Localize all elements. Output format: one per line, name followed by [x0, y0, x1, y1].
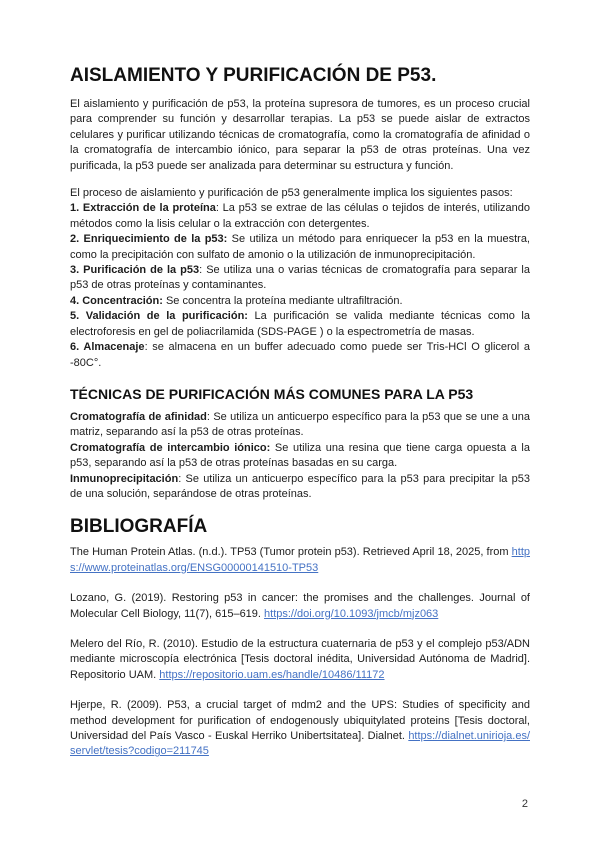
- bibliography-link[interactable]: https://dialnet.unirioja.es/servlet/tesis?codigo=211745: [70, 730, 530, 758]
- step-label: 5. Validación de la purificación:: [70, 310, 248, 323]
- technique-text: Se utiliza una resina que tiene carga opuesta a la p53, separando así la p53 de otras proteínas basadas en su carga.: [70, 441, 530, 470]
- section-heading-bibliography: BIBLIOGRAFÍA: [70, 516, 208, 538]
- process-step: [70, 340, 530, 371]
- page-number: 2: [521, 798, 528, 810]
- bibliography-entry: [70, 637, 530, 683]
- step-text: Se utiliza un método para enriquecer la p53 en la muestra, como la precipitación con sulfato de amonio o la utilización de inmunoprecipitación.: [70, 233, 530, 261]
- bibliography-link[interactable]: https://www.proteinatlas.org/ENSG00000141510-TP53: [70, 546, 530, 574]
- bibliography-text: The Human Protein Atlas. (n.d.). TP53 (Tumor protein p53). Retrieved April 18, 2025, from: [70, 546, 512, 559]
- technique-item: [70, 441, 530, 472]
- bibliography-link[interactable]: https://repositorio.uam.es/handle/10486/11172: [159, 668, 385, 681]
- bibliography-entry: [70, 545, 530, 576]
- step-text: Se concentra la proteína mediante ultrafiltración.: [162, 294, 403, 307]
- step-label: 6. Almacenaje: [70, 341, 145, 354]
- process-intro: El proceso de aislamiento y purificación de p53 generalmente implica los siguientes pasos:: [70, 187, 513, 200]
- technique-item: [70, 410, 530, 441]
- intro-paragraph: El aislamiento y purificación de p53, la proteína supresora de tumores, es un proceso crucial para comprender su función y desarrollar terapias. La p53 se puede aislar de extractos celulares y purificar utilizando técnicas de cromatografía, como la cromatografía de afinidad o la cromatografía de intercambio iónico, para separar la p53 de otras proteínas. Una vez purificada, la p53 puede ser analizada para determinar su estructura y función.: [70, 98, 530, 172]
- process-step: [70, 232, 530, 263]
- bibliography-section: [70, 545, 530, 759]
- step-text: : Se utiliza una o varias técnicas de cromatografía para separar la p53 de otras proteínas y contaminantes.: [70, 264, 530, 292]
- section-heading-techniques: TÉCNICAS DE PURIFICACIÓN MÁS COMUNES PARA LA P53: [70, 385, 474, 402]
- technique-label: Cromatografía de intercambio iónico:: [70, 441, 271, 454]
- bibliography-entry: [70, 698, 530, 760]
- techniques-section: [70, 410, 530, 502]
- bibliography-link[interactable]: https://doi.org/10.1093/jmcb/mjz063: [264, 607, 439, 620]
- technique-item: [70, 472, 530, 503]
- technique-text: : Se utiliza un anticuerpo específico para la p53 para precipitar la p53 de una solución, separándose de otras proteínas.: [70, 472, 530, 500]
- bibliography-entry: [70, 591, 530, 622]
- process-step: [70, 309, 530, 340]
- technique-label: Inmunoprecipitación: [70, 472, 179, 485]
- technique-text: : Se utiliza un anticuerpo específico para la p53 que se une a una matriz, separando así la p53 de otras proteínas.: [70, 410, 530, 439]
- process-step: [70, 263, 530, 294]
- step-label: 1. Extracción de la proteína: [70, 202, 216, 215]
- step-text: : se almacena en un buffer adecuado como puede ser Tris-HCl O glicerol a -80C°.: [70, 341, 531, 369]
- step-label: 4. Concentración:: [70, 294, 163, 307]
- page-title: AISLAMIENTO Y PURIFICACIÓN DE P53.: [70, 65, 437, 86]
- step-label: 2. Enriquecimiento de la p53:: [70, 233, 228, 246]
- bibliography-text: Melero del Río, R. (2010). Estudio de la estructura cuaternaria de p53 y el complejo p53/ADN mediante microscopía electrónica [Tesis doctoral inédita, Universidad Autónoma de Madrid]. Repositorio UAM.: [70, 637, 530, 681]
- step-label: 3. Purificación de la p53: [70, 264, 200, 277]
- process-step: [70, 201, 530, 232]
- bibliography-text: Hjerpe, R. (2009). P53, a crucial target of mdm2 and the UPS: Studies of specificity and method development for purification of endogenously ubiquitylated proteins [Tesis doctoral, Universidad del País Vasco - Euskal Herriko Unibertsitatea]. Dialnet.: [70, 699, 530, 742]
- bibliography-text: Lozano, G. (2019). Restoring p53 in cancer: the promises and the challenges. Journal of Molecular Cell Biology, 11(7), 615–619.: [70, 592, 530, 620]
- process-step: [70, 294, 530, 309]
- process-section: [70, 186, 530, 371]
- step-text: La purificación se valida mediante técnicas como la electroforesis en gel de poliacrilamida (SDS-PAGE ) o la espectrometría de masas.: [70, 310, 530, 338]
- step-text: : La p53 se extrae de las células o tejidos de interés, utilizando métodos como la lisis celular o la extracción con detergentes.: [70, 202, 530, 230]
- technique-label: Cromatografía de afinidad: [70, 410, 207, 423]
